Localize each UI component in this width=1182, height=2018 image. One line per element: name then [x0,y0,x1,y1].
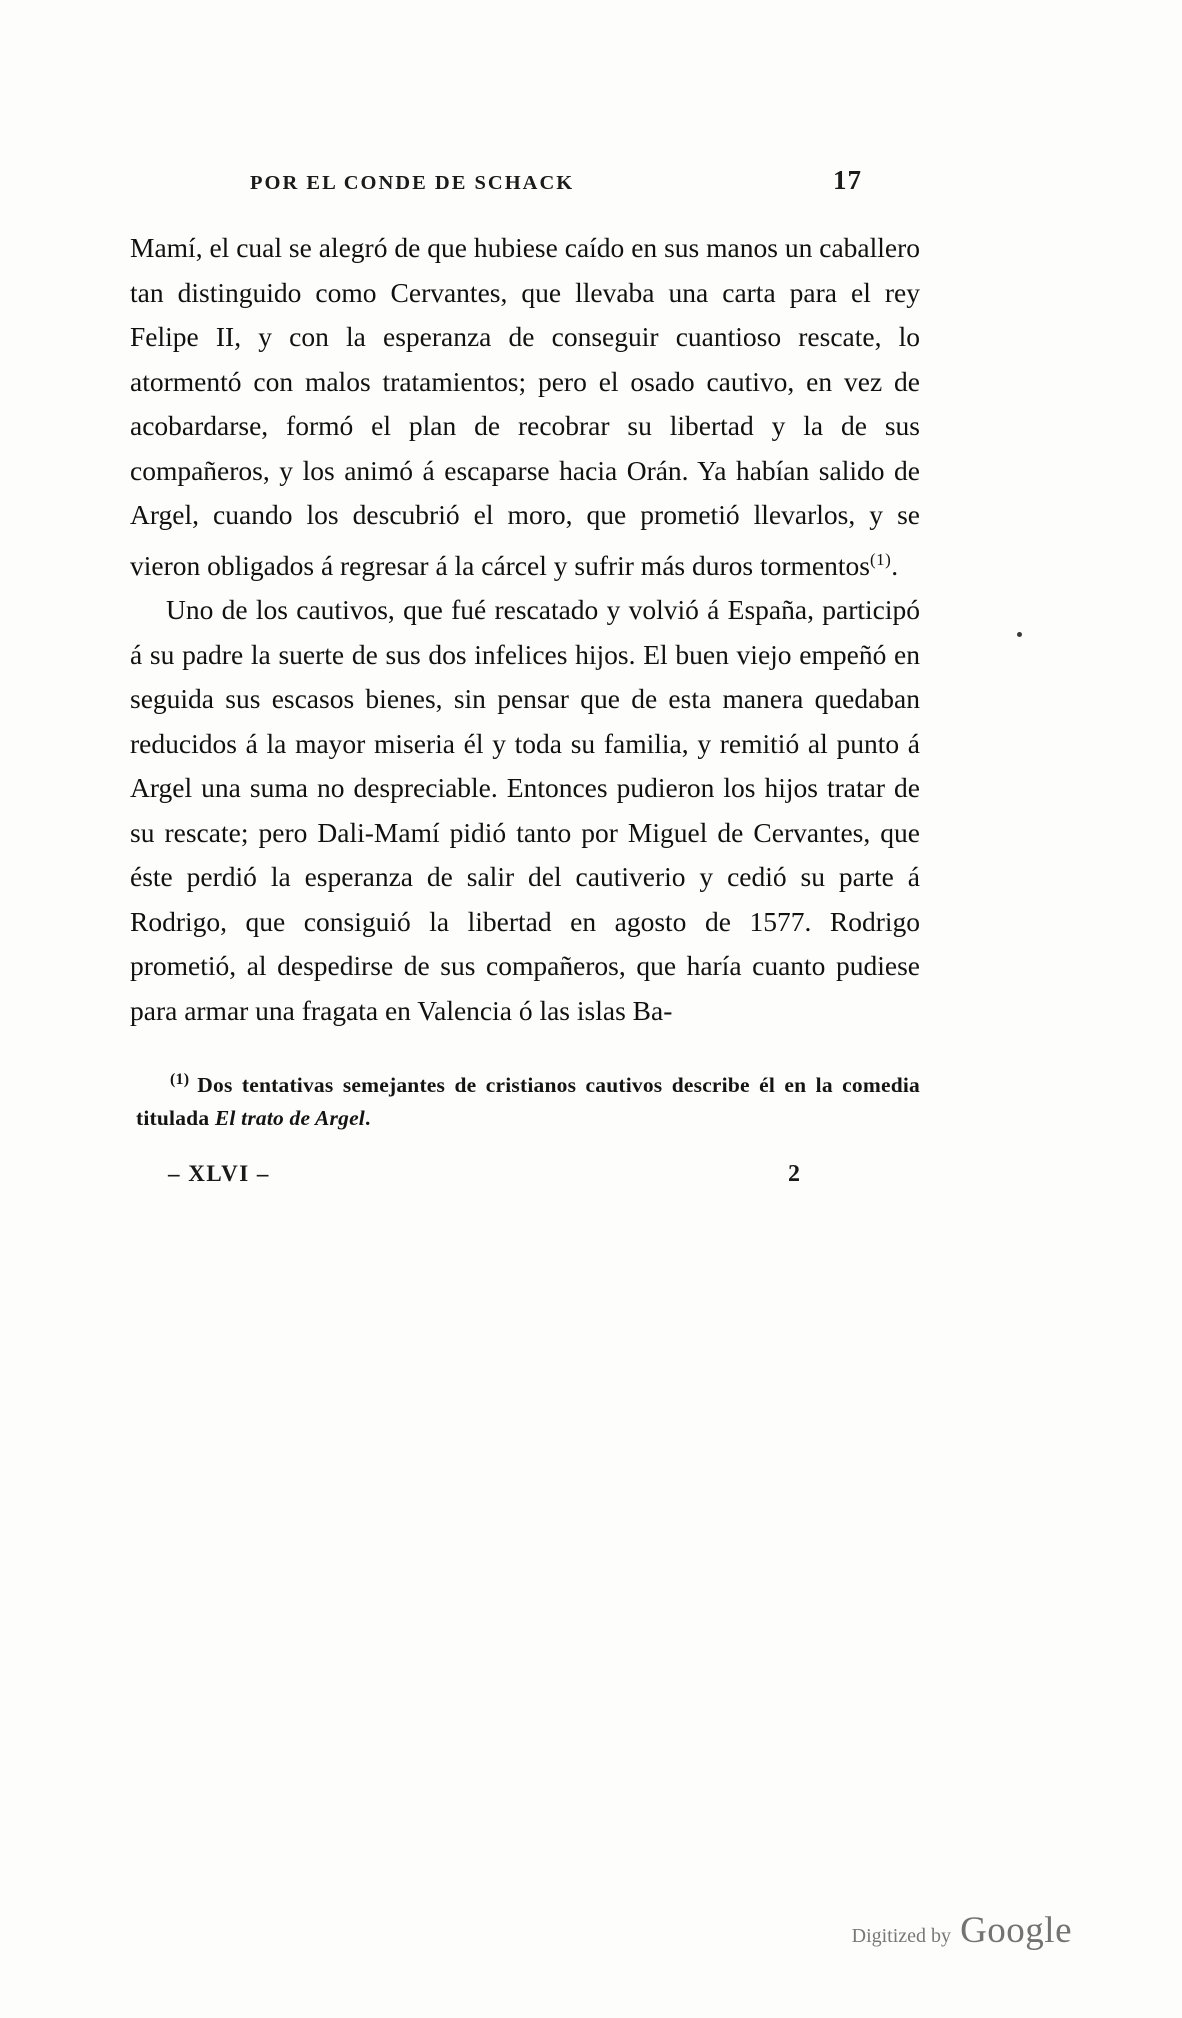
signature-mark: – XLVI – [168,1161,270,1187]
scan-artifact-dot [1017,632,1022,637]
signature-number: 2 [788,1161,800,1188]
page-content [130,165,920,1188]
footnote-marker: (1) [170,1071,190,1089]
body-text [130,226,920,1033]
watermark-prefix: Digitized by [851,1925,952,1947]
digitized-watermark [852,1909,1072,1952]
footnote-reference: (1) [869,549,892,569]
page-number: 17 [833,165,862,195]
footnote [136,1063,920,1135]
footnote-text-before: Dos tentativas semejantes de cristianos cautivos describe él en la comedia titulada [136,1073,920,1131]
footnote-work-title: El trato de Argel [214,1106,365,1131]
running-head [130,165,920,196]
signature-line [130,1161,920,1188]
watermark-brand: Google [960,1910,1072,1951]
running-head-title: POR EL CONDE DE SCHACK [250,172,575,194]
footnote-text-after: . [364,1106,371,1131]
paragraph-1-text: Mamí, el cual se alegró de que hubiese caído en sus manos un caballero tan distinguido como Cervantes, que llevaba una carta para el rey Felipe II, y con la esperanza de conseguir cuantioso rescate, lo atormentó con malos tratamientos; pero el osado cautivo, en vez de acobardarse, formó el plan de recobrar su libertad y la de sus compañeros, y los animó á escaparse hacia Orán. Ya habían salido de Argel, cuando los descubrió el moro, que prometió llevarlos, y se vieron obligados á regresar á la cárcel y sufrir más duros tormentos [130,232,920,581]
footnote-block [130,1063,920,1135]
paragraph-2: Uno de los cautivos, que fué rescatado y volvió á España, participó á su padre la suerte de sus dos infelices hijos. El buen viejo empeñó en seguida sus escasos bienes, sin pensar que de esta manera quedaban reducidos á la mayor miseria él y toda su familia, y remitió al punto á Argel una suma no despreciable. Entonces pudieron los hijos tratar de su rescate; pero Dali-Mamí pidió tanto por Miguel de Cervantes, que éste perdió la esperanza de salir del cautiverio y cedió su parte á Rodrigo, que consiguió la libertad en agosto de 1577. Rodrigo prometió, al despedirse de sus compañeros, que haría cuanto pudiese para armar una fragata en Valencia ó las islas Ba- [130,594,920,1026]
paragraph-1: Mamí, el cual se alegró de que hubiese caído en sus manos un caballero tan distinguido como Cervantes, que llevaba una carta para el rey Felipe II, y con la esperanza de conseguir cuantioso rescate, lo atormentó con malos tratamientos; pero el osado cautivo, en vez de acobardarse, formó el plan de recobrar su libertad y la de sus compañeros, y los animó á escaparse hacia Orán. Ya habían salido de Argel, cuando los descubrió el moro, que prometió llevarlos, y se vieron obligados á regresar á la cárcel y sufrir más duros tormentos$^{(1)}$. [130,232,920,581]
